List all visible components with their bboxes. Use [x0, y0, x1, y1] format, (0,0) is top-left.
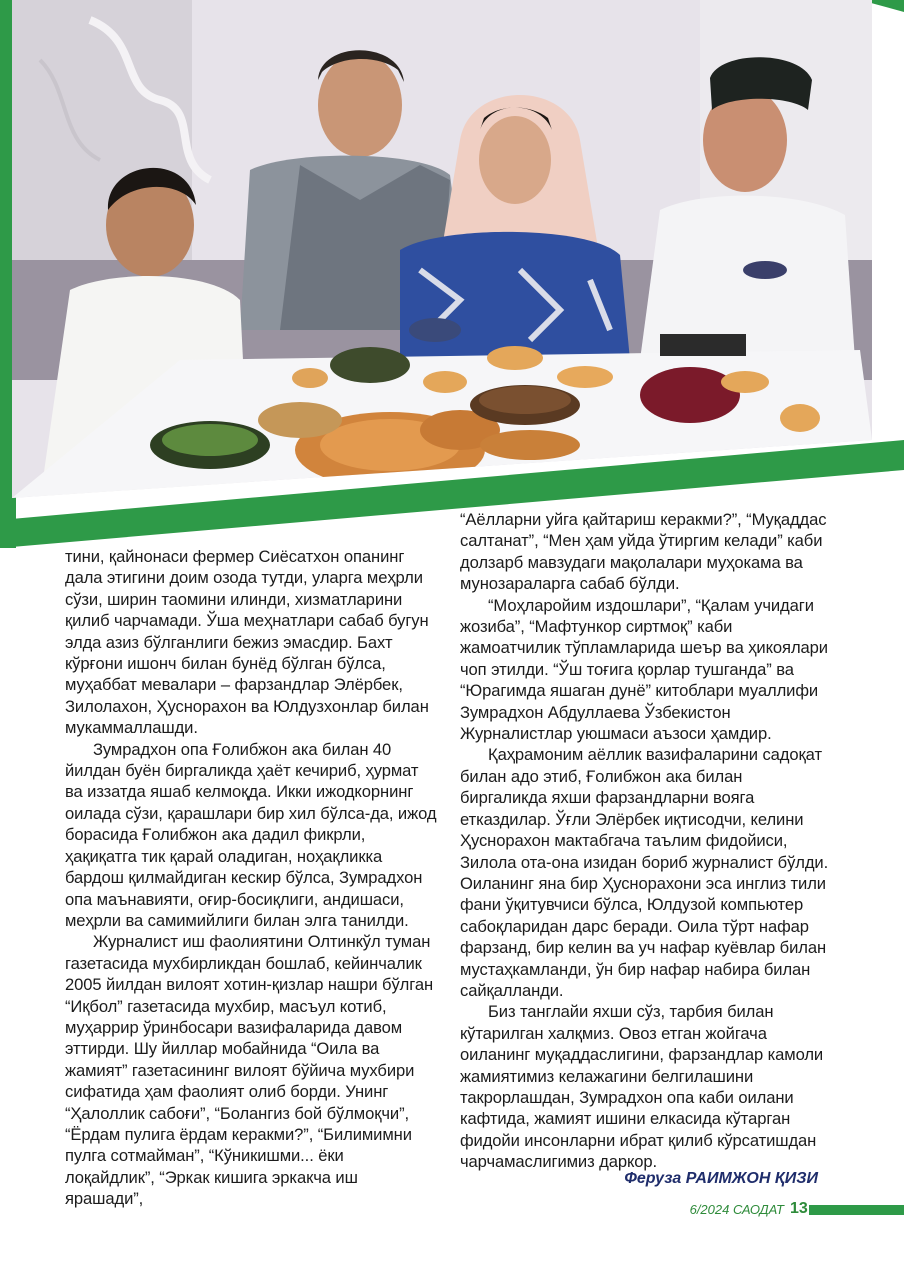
paragraph: “Моҳларойим издошлари”, “Қалам учидаги жозиба”, “Мафтункор сиртмоқ” каби жамоатчилик тўпламларида шеър ва ҳикоялари чоп этилди. “Ўш тоғига қорлар тушганда” ва “Юрагимда яшаган дунё” китоблари муаллифи Зумрадхон Абдуллаева Ўзбекистон Журналистлар уюшмаси аъзоси ҳамдир.: [460, 595, 828, 744]
author-first-name: Феруза: [624, 1170, 682, 1187]
article-column-left: [65, 546, 437, 1210]
family-photo-illustration: [0, 0, 904, 548]
author-last-name: РАИМЖОН ҚИЗИ: [685, 1170, 818, 1187]
page-footer: [640, 1200, 904, 1220]
paragraph: “Аёлларни уйга қайтариш керакми?”, “Муқаддас салтанат”, “Мен ҳам уйда ўтиргим келади” каби долзарб мавзудаги мақолалари муҳокама ва мунозараларга сабаб бўлди.: [460, 510, 827, 594]
paragraph: Зумрадхон опа Ғолибжон ака билан 40 йилдан буён биргаликда ҳаёт кечириб, ҳурмат ва иззатда яшаб келмоқда. Икки ижодкорнинг оилада сўзи, қарашлари бир хил бўлса-да, ижод борасида Ғолибжон ака дадил фикрли, ҳақиқатга тик қарай оладиган, ноҳақликка бардош қилмайдиган кескир бўлса, Зумрадхон опа маънавияти, оғир-босиқлиги, андишаси, меҳрли ва самимийлиги билан элга танилди.: [65, 739, 437, 930]
paragraph: Қаҳрамоним аёллик вазифаларини садоқат билан адо этиб, Ғолибжон ака билан биргаликда яхши фарзандларни вояга етказдилар. Ўғли Элёрбек иқтисодчи, келини Ҳуснорахон мактабгача таълим фидойиси, Зилола ота-она изидан бориб журналист бўлди. Оиланинг яна бир Ҳуснорахони эса инглиз тили фани ўқитувчиси бўлса, Юлдузой компьютер сабоқларидан дарс беради. Оила тўрт нафар фарзанд, бир келин ва уч нафар куёвлар билан мустаҳкамланди, ўн бир нафар набира билан сайқалланди.: [460, 745, 829, 1000]
issue-label: 6/2024 САОДАТ: [689, 1202, 784, 1217]
footer-bar: [809, 1205, 904, 1215]
author-byline: [624, 1170, 818, 1188]
article-column-right: [460, 509, 830, 1173]
page-number: 13: [790, 1200, 808, 1217]
article-photo: [0, 0, 904, 548]
paragraph: Биз танглайи яхши сўз, тарбия билан кўтарилган халқмиз. Овоз етган жойгача оиланинг муқаддаслигини, фарзандлар камоли жамиятимиз келажагини белгилашини такрорлашдан, Зумрадхон опа каби оилани кафтида, жамият ишини елкасида кўтарган фидойи инсонларни ибрат қилиб кўрсатишдан чарчамаслигимиз даркор.: [460, 1002, 824, 1172]
paragraph: Журналист иш фаолиятини Олтинкўл туман газетасида мухбирликдан бошлаб, кейинчалик 2005 йилдан вилоят хотин-қизлар нашри бўлган “Иқбол” газетасида мухбир, масъул котиб, муҳаррир ўринбосари вазифаларида давом эттирди. Шу йиллар мобайнида “Оила ва жамият” газетасининг вилоят бўйича мухбири сифатида ҳам фаолият олиб борди. Унинг “Ҳалоллик сабоғи”, “Болангиз бой бўлмоқчи”, “Ёрдам пулига ёрдам керакми?”, “Билимимни пулга сотмайман”, “Кўникишми... ёки лоқайдлик”, “Эркак кишига эркакча иш ярашади”,: [65, 932, 434, 1209]
paragraph: тини, қайнонаси фермер Сиёсатхон опанинг дала этигини доим озода тутди, уларга меҳрли сўзи, ширин таомини илинди, хизматларини қилиб чарчамади. Ўша меҳнатлари сабаб бугун элда азиз бўлганлиги бежиз эмасдир. Бахт кўрғони ишонч билан бунёд бўлган бўлса, муҳаббат мевалари – фарзандлар Элёрбек, Зилолахон, Ҳуснорахон ва Юлдузхонлар билан мукаммаллашди.: [65, 547, 429, 738]
